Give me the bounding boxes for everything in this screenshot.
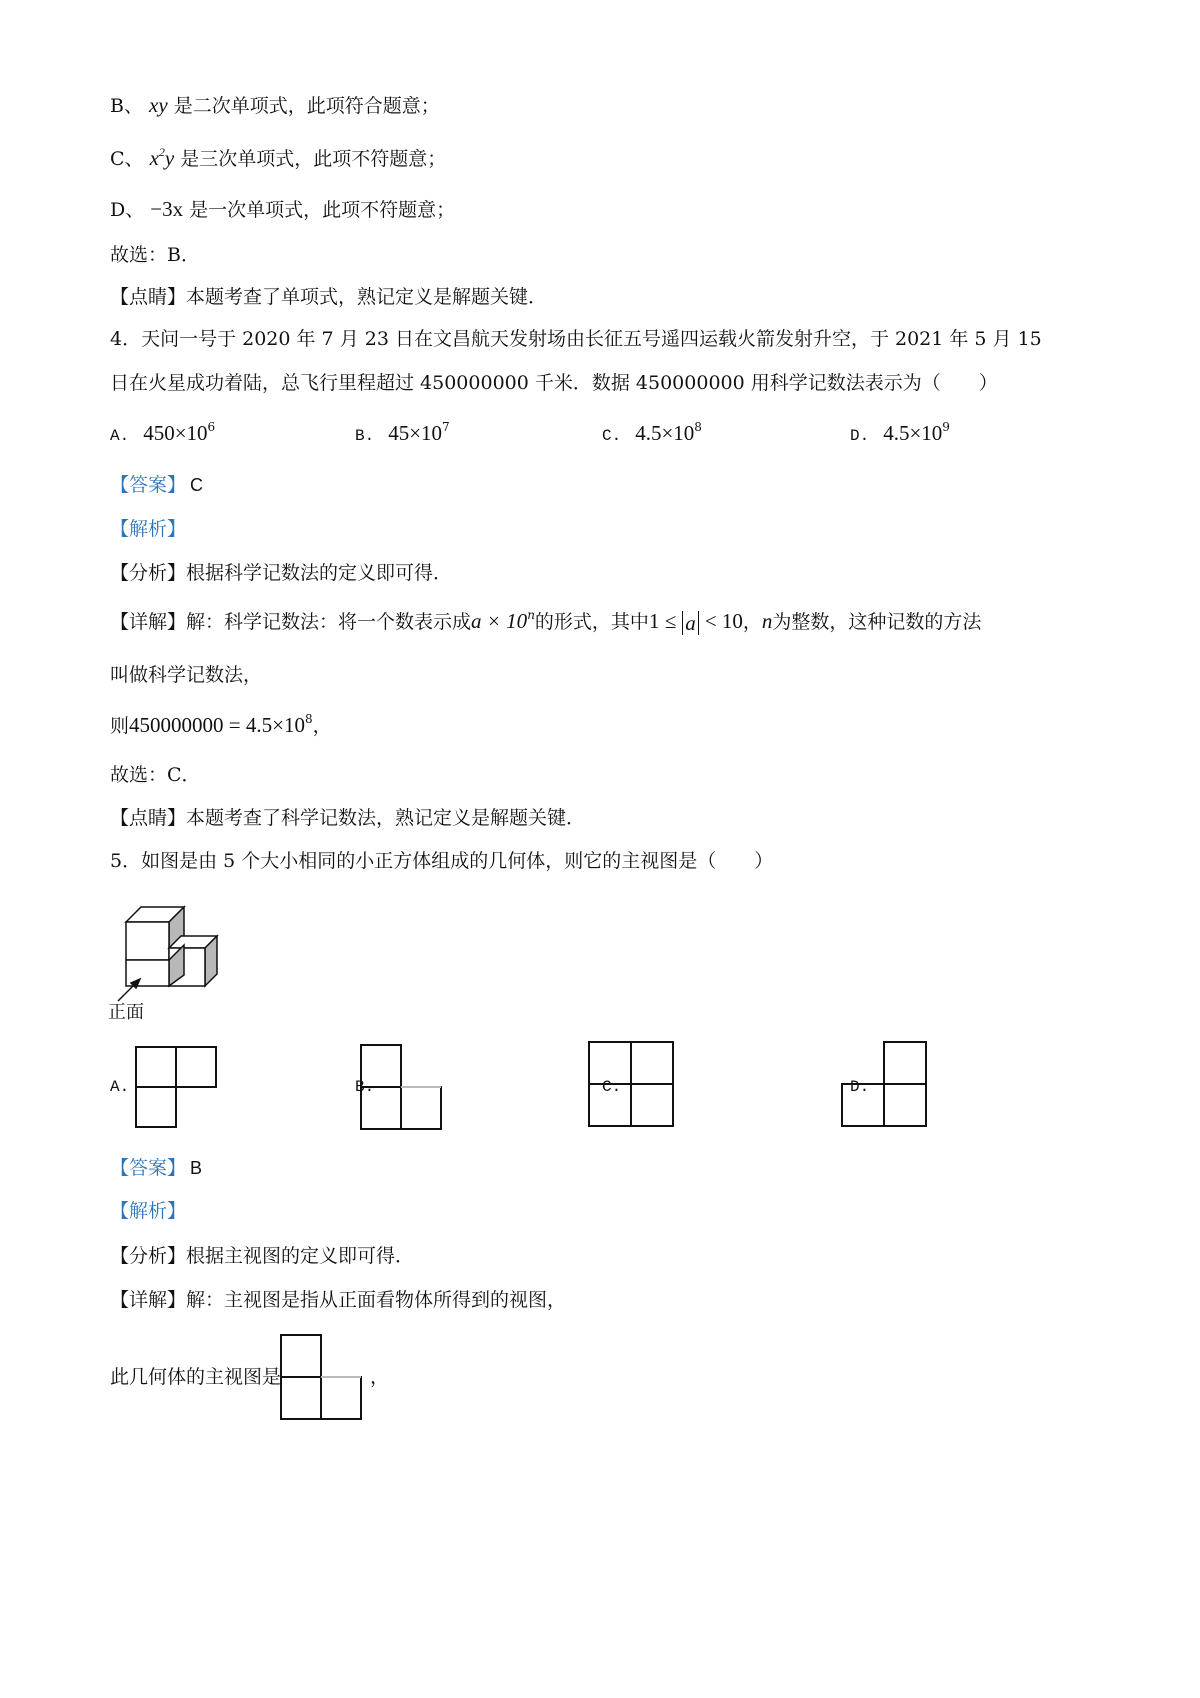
q5-final-suffix: ， [370,1366,390,1388]
q4-option-c-base: 4.5×10 [635,421,695,445]
q4-option-a-exp: 6 [207,420,216,434]
q4-detail-text-2: 的形式，其中 [534,611,649,633]
prefix-b: B、 [110,95,143,117]
q4-cond-left: 1 ≤ [648,609,677,633]
option-c-figure [585,1040,677,1132]
q4-fenxi: 【分析】根据科学记数法的定义即可得． [110,562,453,584]
q4-detail-n: n [761,609,773,633]
q4-then-line [110,712,332,739]
expr-minus3x: −3x [150,197,184,221]
prefix-c: C、 [110,148,144,170]
q4-line-2: 日在火星成功着陆，总飞行里程超过 450000000 千米．数据 450000000 用科学记数法表示为（ ） [110,372,998,394]
q4-option-c-exp: 8 [694,420,702,434]
q4-detail-expr: a × 10 [471,609,528,633]
q5-answer-tag: 【答案】 [110,1157,187,1179]
text-d: 是一次单项式，此项不符题意； [189,199,456,221]
expr-x2y-base: x [149,146,159,170]
q4-review: 【点睛】本题考查了科学记数法，熟记定义是解题关键． [110,807,586,829]
q4-option-a-label: A. [110,427,130,445]
review-line-3: 【点睛】本题考查了单项式，熟记定义是解题关键． [110,286,548,308]
q4-option-c[interactable] [602,420,702,449]
q4-option-d-base: 4.5×10 [883,421,943,445]
line-option-d [110,196,455,223]
q5-analysis-tag: 【解析】 [110,1200,187,1222]
q4-then-exp: 8 [304,712,313,726]
q4-then-prefix: 则 [110,715,130,737]
option-a-figure [130,1045,220,1135]
q4-option-b[interactable] [355,420,450,449]
q4-detail-exp: n [527,608,535,622]
q4-option-d[interactable] [850,420,950,449]
prefix-d: D、 [110,199,145,221]
q5-detail: 【详解】解：主视图是指从正面看物体所得到的视图， [110,1289,567,1311]
q5-answer-value: B [190,1158,203,1178]
expr-x2y-tail: y [164,146,175,170]
q4-answer-value: C [190,475,204,495]
text-c: 是三次单项式，此项不符题意； [180,148,447,170]
q5-option-d-label: D. [850,1078,870,1096]
expr-x2y-sup: 2 [158,145,165,159]
q5-option-b-label: B. [355,1078,375,1096]
q4-detail-text-1: 【详解】解：科学记数法：将一个数表示成 [110,611,472,633]
q4-option-d-label: D. [850,427,870,445]
q4-detail-text-4: 为整数，这种记数的方法 [772,611,982,633]
line-option-c [110,145,446,172]
q5-question: 5．如图是由 5 个大小相同的小正方体组成的几何体，则它的主视图是（ ） [110,850,774,872]
q4-option-b-base: 45×10 [388,421,443,445]
line-option-b [110,92,440,119]
cube-top-front [126,922,169,960]
q4-detail-line-2: 叫做科学记数法， [110,664,263,686]
q4-option-d-exp: 9 [942,420,950,434]
q4-option-a[interactable] [110,420,215,449]
q4-line-1: 4．天问一号于 2020 年 7 月 23 日在文昌航天发射场由长征五号遥四运载火箭发射升空，于 2021 年 5 月 15 [110,328,1042,350]
q4-then-suffix: ， [312,715,332,737]
choose-line-3: 故选：B． [110,244,200,266]
q4-option-b-label: B. [355,427,375,445]
q4-option-c-label: C. [602,427,622,445]
q5-option-c-label: C. [602,1078,622,1096]
option-d-figure [840,1040,932,1132]
q5-answer-line [110,1155,202,1181]
q4-then-expr: 450000000 = 4.5×10 [129,713,305,737]
q4-answer-tag: 【答案】 [110,474,187,496]
q4-option-b-exp: 7 [442,420,450,434]
front-label: 正面 [108,1002,144,1023]
q4-option-a-base: 450×10 [143,421,208,445]
q5-option-a-label: A. [110,1078,130,1096]
q4-choose: 故选：C． [110,764,201,786]
text-b: 是二次单项式，此项符合题意； [173,95,440,117]
q4-answer-line [110,472,203,498]
q4-detail-line-1 [110,608,981,635]
q4-cond-right: < 10 [704,609,743,633]
q5-final-prefix: 此几何体的主视图是 [110,1366,282,1388]
q4-detail-text-3: ， [742,611,762,633]
q4-analysis-tag: 【解析】 [110,518,187,540]
q5-final-figure [277,1333,367,1425]
q5-fenxi: 【分析】根据主视图的定义即可得． [110,1245,415,1267]
expr-xy: xy [149,93,168,117]
expr-x2y [150,146,175,170]
q4-cond-abs: a [682,611,699,635]
option-b-figure [357,1043,449,1135]
